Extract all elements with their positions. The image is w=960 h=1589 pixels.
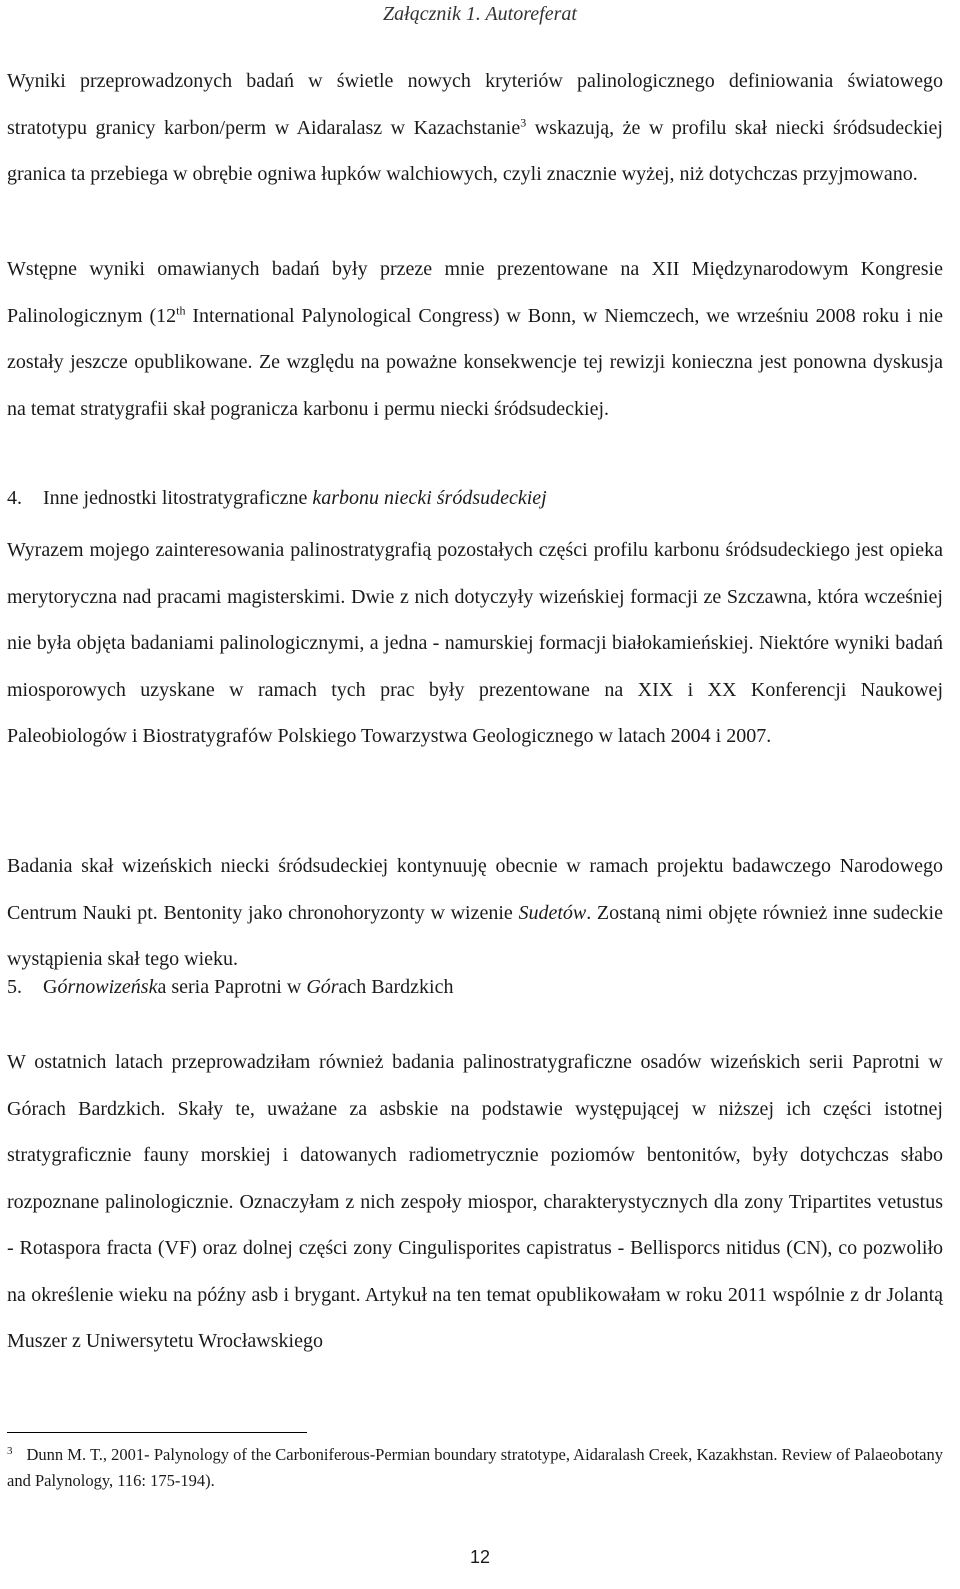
paragraph-4-italic: Sudetów	[518, 901, 587, 924]
section-heading-4	[7, 484, 943, 512]
paragraph-5: W ostatnich latach przeprowadziłam również badania palinostratygraficzne osadów wizeńskich serii Paprotni w Górach Bardzkich. Skały te, uważane za asbskie na podstawie występującej w niższej ich części istotnej stratygraficznie fauny morskiej i datowanych radiometrycznie poziomów bentonitów, były dotychczas słabo rozpoznane palinologicznie. Oznaczyłam z nich zespoły miospor, charakterystycznych dla zony Tripartites vetustus - Rotaspora fracta (VF) oraz dolnej części zony Cingulisporites capistratus - Bellisporcs nitidus (CN), co pozwoliło na określenie wieku na późny asb i brygant. Artykuł na ten temat opublikowałam w roku 2011 wspólnie z dr Jolantą Muszer z Uniwersytetu Wrocławskiego	[7, 1051, 943, 1352]
footnote-reference[interactable]: 3	[520, 114, 527, 129]
section-title-italic-a: órnowizeńsk	[57, 976, 158, 998]
ordinal-superscript: th	[176, 302, 186, 317]
paragraph-4	[7, 843, 943, 983]
paragraph-2	[7, 246, 943, 432]
section-heading-5	[7, 973, 943, 1001]
section-title-a: G	[43, 976, 58, 998]
paragraph-4-text-a: Badania skał wizeńskich niecki śródsudeckiej kontynuuję obecnie w ramach projektu badawczego Narodowego Centrum Nauki pt. Bentonity jako chronohoryzonty w wizenie	[7, 855, 943, 924]
paragraph-2-text-a: Wstępne wyniki omawianych badań były przeze mnie prezentowane na XII Międzynarodowym Kongresie Palinologicznym (12	[7, 258, 943, 327]
page-header: Załącznik 1. Autoreferat	[383, 3, 577, 25]
section-title-b: a seria Paprotni w	[157, 976, 307, 998]
paragraph-1	[7, 58, 943, 198]
section-title-italic: karbonu niecki śródsudeckiej	[312, 487, 547, 509]
section-number: 4.	[7, 487, 22, 509]
page-number: 12	[469, 1547, 491, 1567]
paragraph-1-text-a: Wyniki przeprowadzonych badań w świetle nowych kryteriów palinologicznego definiowania światowego stratotypu granicy karbon/perm w Aidaralasz w Kazachstanie	[7, 70, 943, 139]
paragraph-2-text-b: International Palynological Congress) w Bonn, w Niemczech, we wrześniu 2008 roku i nie zostały jeszcze opublikowane. Ze względu na poważne konsekwencje tej rewizji konieczna jest ponowna dyskusja na temat stratygrafii skał pogranicza karbonu i permu niecki śródsudeckiej.	[7, 304, 943, 420]
paragraph-3: Wyrazem mojego zainteresowania palinostratygrafią pozostałych części profilu karbonu śródsudeckiego jest opieka merytoryczna nad pracami magisterskimi. Dwie z nich dotyczyły wizeńskiej formacji ze Szczawna, która wcześniej nie była objęta badaniami palinologicznymi, a jedna - namurskiej formacji białokamieńskiej. Niektóre wyniki badań miosporowych uzyskane w ramach tych prac były prezentowane na XIX i XX Konferencji Naukowej Paleobiologów i Biostratygrafów Polskiego Towarzystwa Geologicznego w latach 2004 i 2007.	[7, 539, 943, 747]
section-title-c: ach Bardzkich	[338, 976, 454, 998]
section-title-italic-b: Gór	[306, 976, 339, 998]
footnote-separator	[7, 1432, 307, 1433]
footnote	[7, 1442, 943, 1494]
section-number: 5.	[7, 976, 22, 998]
paragraph-4-text-b: . Zostaną nimi objęte również inne sudeckie wystąpienia skał tego wieku.	[7, 901, 943, 970]
footnote-text: Dunn M. T., 2001- Palynology of the Carboniferous-Permian boundary stratotype, Aidaralash Creek, Kazakhstan. Review of Palaeobotany and Palynology, 116: 175-194).	[7, 1445, 943, 1490]
paragraph-1-text-b: wskazują, że w profilu skał niecki śródsudeckiej granica ta przebiega w obrębie ogniwa łupków walchiowych, czyli znacznie wyżej, niż dotychczas przyjmowano.	[7, 116, 943, 185]
footnote-marker: 3	[7, 1444, 13, 1457]
section-title: Inne jednostki litostratygraficzne	[43, 487, 313, 509]
